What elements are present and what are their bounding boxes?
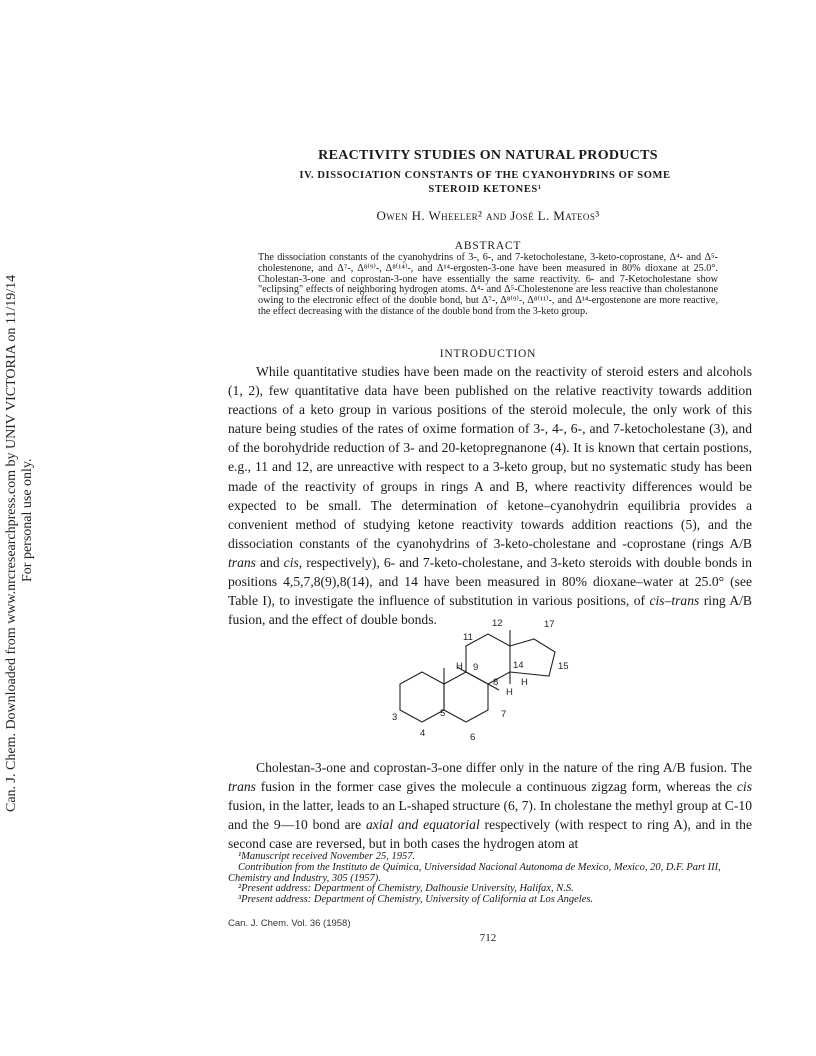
label-c6: 6 bbox=[470, 732, 476, 743]
ring-a bbox=[400, 672, 444, 722]
label-h8: H bbox=[506, 687, 513, 698]
label-c7: 7 bbox=[501, 709, 507, 720]
footnote-1: ¹Manuscript received November 25, 1957. bbox=[238, 851, 416, 862]
introduction-heading: INTRODUCTION bbox=[439, 348, 537, 360]
steroid-structure-diagram bbox=[385, 612, 605, 747]
paper-subtitle: IV. DISSOCIATION CONSTANTS OF THE CYANOHYDRINS OF SOME STEROID KETONES¹ bbox=[299, 170, 671, 195]
ring-b bbox=[444, 672, 488, 722]
label-c11: 11 bbox=[463, 632, 473, 643]
footnotes bbox=[228, 852, 752, 906]
authors: Owen H. Wheeler² and José L. Mateos³ bbox=[376, 208, 600, 223]
label-c17: 17 bbox=[544, 619, 555, 630]
label-c15: 15 bbox=[558, 661, 569, 672]
abstract-heading: ABSTRACT bbox=[454, 240, 522, 252]
body-paragraph-2: Cholestan-3-one and coprostan-3-one differ only in the nature of the ring A/B fusion. The trans fusion in the former case gives the molecule a continuous zigzag form, whereas the cis fusion, in the latter, leads to an L-shaped structure (6, 7). In cholestane the methyl group at C-10 and the 9—10 bond are axial and equatorial respectively (with respect to ring A), and in the second case are reversed, but in both cases the hydrogen atom at bbox=[228, 760, 752, 852]
label-c14: 14 bbox=[513, 660, 524, 671]
label-c8: 8 bbox=[493, 677, 499, 688]
label-c3: 3 bbox=[392, 712, 398, 723]
watermark-download-line: Can. J. Chem. Downloaded from www.nrcresearchpress.com by UNIV VICTORIA on 11/19/14 bbox=[4, 274, 19, 812]
label-c5: 5 bbox=[440, 708, 446, 719]
page-number: 712 bbox=[479, 932, 497, 944]
watermark-personal-use-line: For personal use only. bbox=[20, 458, 35, 582]
abstract-text: The dissociation constants of the cyanohydrins of 3-, 6-, and 7-ketocholestane, 3-keto-coprostane, Δ⁴- and Δ⁵-cholestenone, and Δ⁷-, Δ⁸⁽⁹⁾-, Δ⁸⁽¹⁴⁾-, and Δ¹⁴-ergosten-3-one have been measured in 80% dioxane at 25.0°. Cholestan-3-one and coprostan-3-one have essentially the same reactivity. 6- and 7-Ketocholestane show "eclipsing" effects of neighboring hydrogen atoms. Δ⁴- and Δ⁵-Cholestenone are less reactive than cholestanone owing to the electronic effect of the double bond, but Δ⁷-, Δ⁸⁽⁹⁾-, Δ⁸⁽¹¹⁾-, and Δ¹⁴-ergostenone are more reactive, the effect decreasing with the distance of the double bond from the 3-keto group. bbox=[258, 252, 718, 317]
journal-reference: Can. J. Chem. Vol. 36 (1958) bbox=[228, 918, 351, 929]
footnote-3: ³Present address: Department of Chemistry, University of California at Los Angeles. bbox=[238, 894, 594, 906]
footnote-2: ²Present address: Department of Chemistry, Dalhousie University, Halifax, N.S. bbox=[238, 883, 574, 895]
paper-title: REACTIVITY STUDIES ON NATURAL PRODUCTS bbox=[318, 148, 658, 163]
label-c12: 12 bbox=[492, 618, 503, 629]
footnote-1-contribution: Contribution from the Instituto de Química, Universidad Nacional Autonoma de Mexico, Mexico, 20, D.F. Part III, Chemistry and Industry, 305 (1957). bbox=[228, 861, 721, 884]
label-c4: 4 bbox=[420, 728, 426, 739]
label-h14: H bbox=[521, 677, 528, 688]
introduction-paragraph: While quantitative studies have been made on the reactivity of steroid esters and alcohols (1, 2), few quantitative data have been published on the relative reactivity towards addition reactions of a keto group in various positions of the steroid molecule, the only work of this nature being studies of the rates of oxime formation of 3-, 4-, 6-, and 7-ketocholestane (3), and of the borohydride reduction of 3- and 20-ketopregnanone (4). It is known that certain postions, e.g., 11 and 12, are unreactive with respect to a 3-keto group, but no systematic study has been made of the reactivity of groups in rings A and B, where reactivity differences would be expected to be small. The determination of ketone–cyanohydrin equilibria provides a convenient method of studying ketone reactivity towards addition reactions (5), and the dissociation constants of the cyanohydrins of 3-keto-cholestane and -coprostane (rings A/B trans and cis, respectively), 6- and 7-keto-cholestane, and 3-keto steroids with double bonds in positions 4,5,7,8(9),8(14), and 14 have been measured in 80% dioxane–water at 25.0° (see Table I), to investigate the influence of substitution in various positions, of cis–trans ring A/B fusion, and the effect of double bonds. bbox=[228, 364, 752, 628]
label-c9: 9 bbox=[473, 662, 479, 673]
label-h9: H bbox=[456, 661, 463, 672]
